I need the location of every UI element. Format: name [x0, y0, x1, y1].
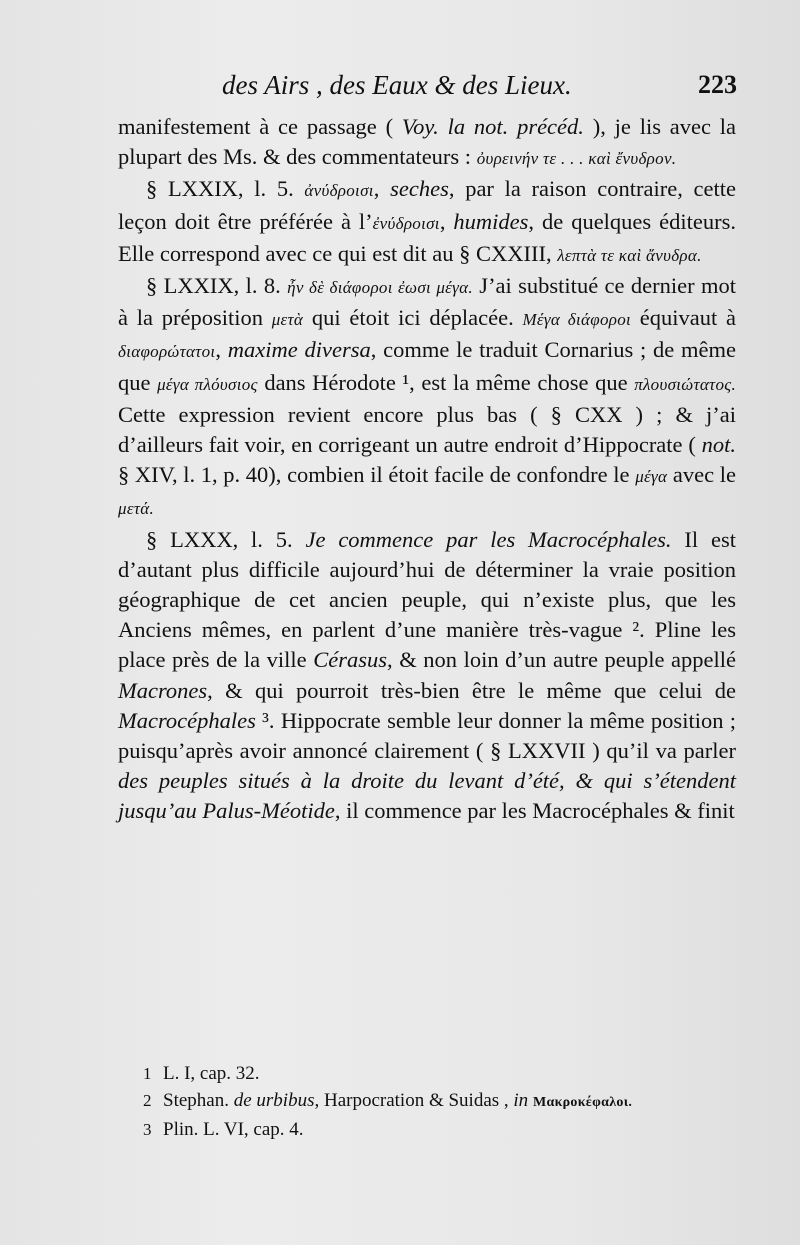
main-text: [118, 112, 736, 827]
italic-run: Macrones: [118, 677, 208, 703]
footnote-1: [143, 1060, 743, 1087]
text-run: J’ai substitué ce dernier mot à la préposition: [118, 273, 736, 331]
greek-run: Μέγα διάφοροι: [522, 310, 632, 330]
italic-run: not.: [701, 432, 736, 458]
italic-run: Voy. la not. précéd.: [401, 114, 584, 139]
greek-run: πλουσιώτατος.: [634, 374, 736, 394]
greek-run: ἐνύδροισι: [372, 213, 440, 233]
paragraph-lxxix-l8: [118, 271, 736, 525]
footnote-3: [143, 1116, 743, 1143]
footnote-number: 3: [143, 1120, 152, 1139]
text-run: Cette expression revient encore plus bas ( § CXX ) ; & j’ai d’ailleurs fait voir, en corrigeant un autre endroit d’Hippocrate (: [118, 401, 736, 458]
text-run: § LXXIX, l. 8.: [146, 273, 288, 299]
italic-run: Cérasus: [313, 647, 388, 673]
text-run: § LXXIX, l. 5.: [146, 176, 305, 202]
text-run: ,: [215, 337, 228, 363]
greek-run: Μακροκέφαλοι.: [532, 1095, 633, 1110]
italic-run: Je commence par les Macrocéphales.: [305, 526, 672, 552]
greek-run: μέγα πλόυσιος: [157, 374, 258, 394]
paragraph-lxxix-l5: [118, 174, 736, 271]
greek-run: μέγα: [635, 467, 668, 487]
italic-run: in: [513, 1090, 529, 1111]
text-run: , par la raison contraire, cette leçon doit être préférée à l’: [118, 176, 736, 234]
text-run: , il commence par les Macrocéphales & finit: [334, 798, 735, 824]
italic-run: Macrocéphales: [118, 707, 256, 733]
text-run: qui étoit ici déplacée.: [303, 305, 523, 331]
italic-run: seches: [390, 176, 449, 202]
footnotes: [143, 1060, 743, 1143]
footnote-number: 1: [143, 1064, 152, 1083]
greek-run: μετά.: [118, 499, 154, 519]
text-run: équivaut à: [631, 305, 737, 331]
greek-run: ἦν δὲ διάφοροι ἐωσι μέγα.: [287, 278, 473, 298]
text-run: , comme le traduit Cornarius ; de même que: [118, 337, 736, 395]
text-run: manifestement à ce passage (: [118, 114, 402, 139]
text-run: avec le: [667, 462, 736, 488]
paragraph-lxxx-l5: [118, 525, 736, 827]
text-run: , & qui pourroit très-bien être le même que celui de: [207, 677, 736, 703]
italic-run: des peuples situés à la droite du levant d’été, & qui s’étendent jusqu’au Palus-Méotide: [118, 768, 736, 824]
footnote-2: [143, 1087, 743, 1116]
footnote-text: , Harpocration & Suidas ,: [314, 1090, 514, 1111]
text-run: § LXXX, l. 5.: [146, 526, 306, 552]
greek-run: ἀνύδροισι: [304, 181, 374, 201]
italic-run: maxime diversa: [227, 337, 371, 363]
footnote-text: Stephan.: [163, 1090, 234, 1111]
running-title: des Airs , des Eaux & des Lieux.: [222, 70, 572, 100]
greek-run: διαφορώτατοι: [118, 342, 216, 362]
greek-run: μετὰ: [271, 310, 304, 330]
text-run: ,: [373, 176, 391, 202]
text-run: dans Hérodote ¹, est la même chose que: [257, 369, 635, 395]
text-run: ), je lis avec la plupart des Ms. & des commentateurs :: [118, 114, 737, 170]
text-run: Il est d’autant plus difficile aujourd’hui de déterminer la vraie position géographique de cet ancien peuple, qui n’existe plus, que les Anciens mêmes, en parlent d’une manière très-vague ². Pline les place près de la ville: [118, 526, 736, 673]
text-run: ³. Hippocrate semble leur donner la même position ; puisqu’après avoir annoncé clairement ( § LXXVII ) qu’il va parler: [118, 707, 736, 764]
paragraph-continuation: [118, 112, 736, 174]
text-run: ,: [439, 208, 454, 234]
italic-run: humides: [453, 208, 529, 234]
footnote-text: Plin. L. VI, cap. 4.: [163, 1119, 304, 1140]
footnote-text: L. I, cap. 32.: [163, 1063, 260, 1084]
text-run: , & non loin d’un autre peuple appellé: [387, 647, 736, 673]
greek-run: ὀυρεινήν τε . . . καὶ ἔνυδρον.: [476, 149, 677, 169]
text-run: § XIV, l. 1, p. 40), combien il étoit facile de confondre le: [118, 462, 636, 488]
italic-run: de urbibus: [233, 1090, 315, 1111]
page-number: 223: [698, 70, 737, 99]
greek-run: λεπτὰ τε καὶ ἄνυδρα.: [557, 245, 702, 265]
footnote-number: 2: [143, 1091, 152, 1110]
running-head: [222, 70, 737, 110]
text-run: , de quelques éditeurs. Elle correspond avec ce qui est dit au § CXXIII,: [118, 208, 736, 266]
